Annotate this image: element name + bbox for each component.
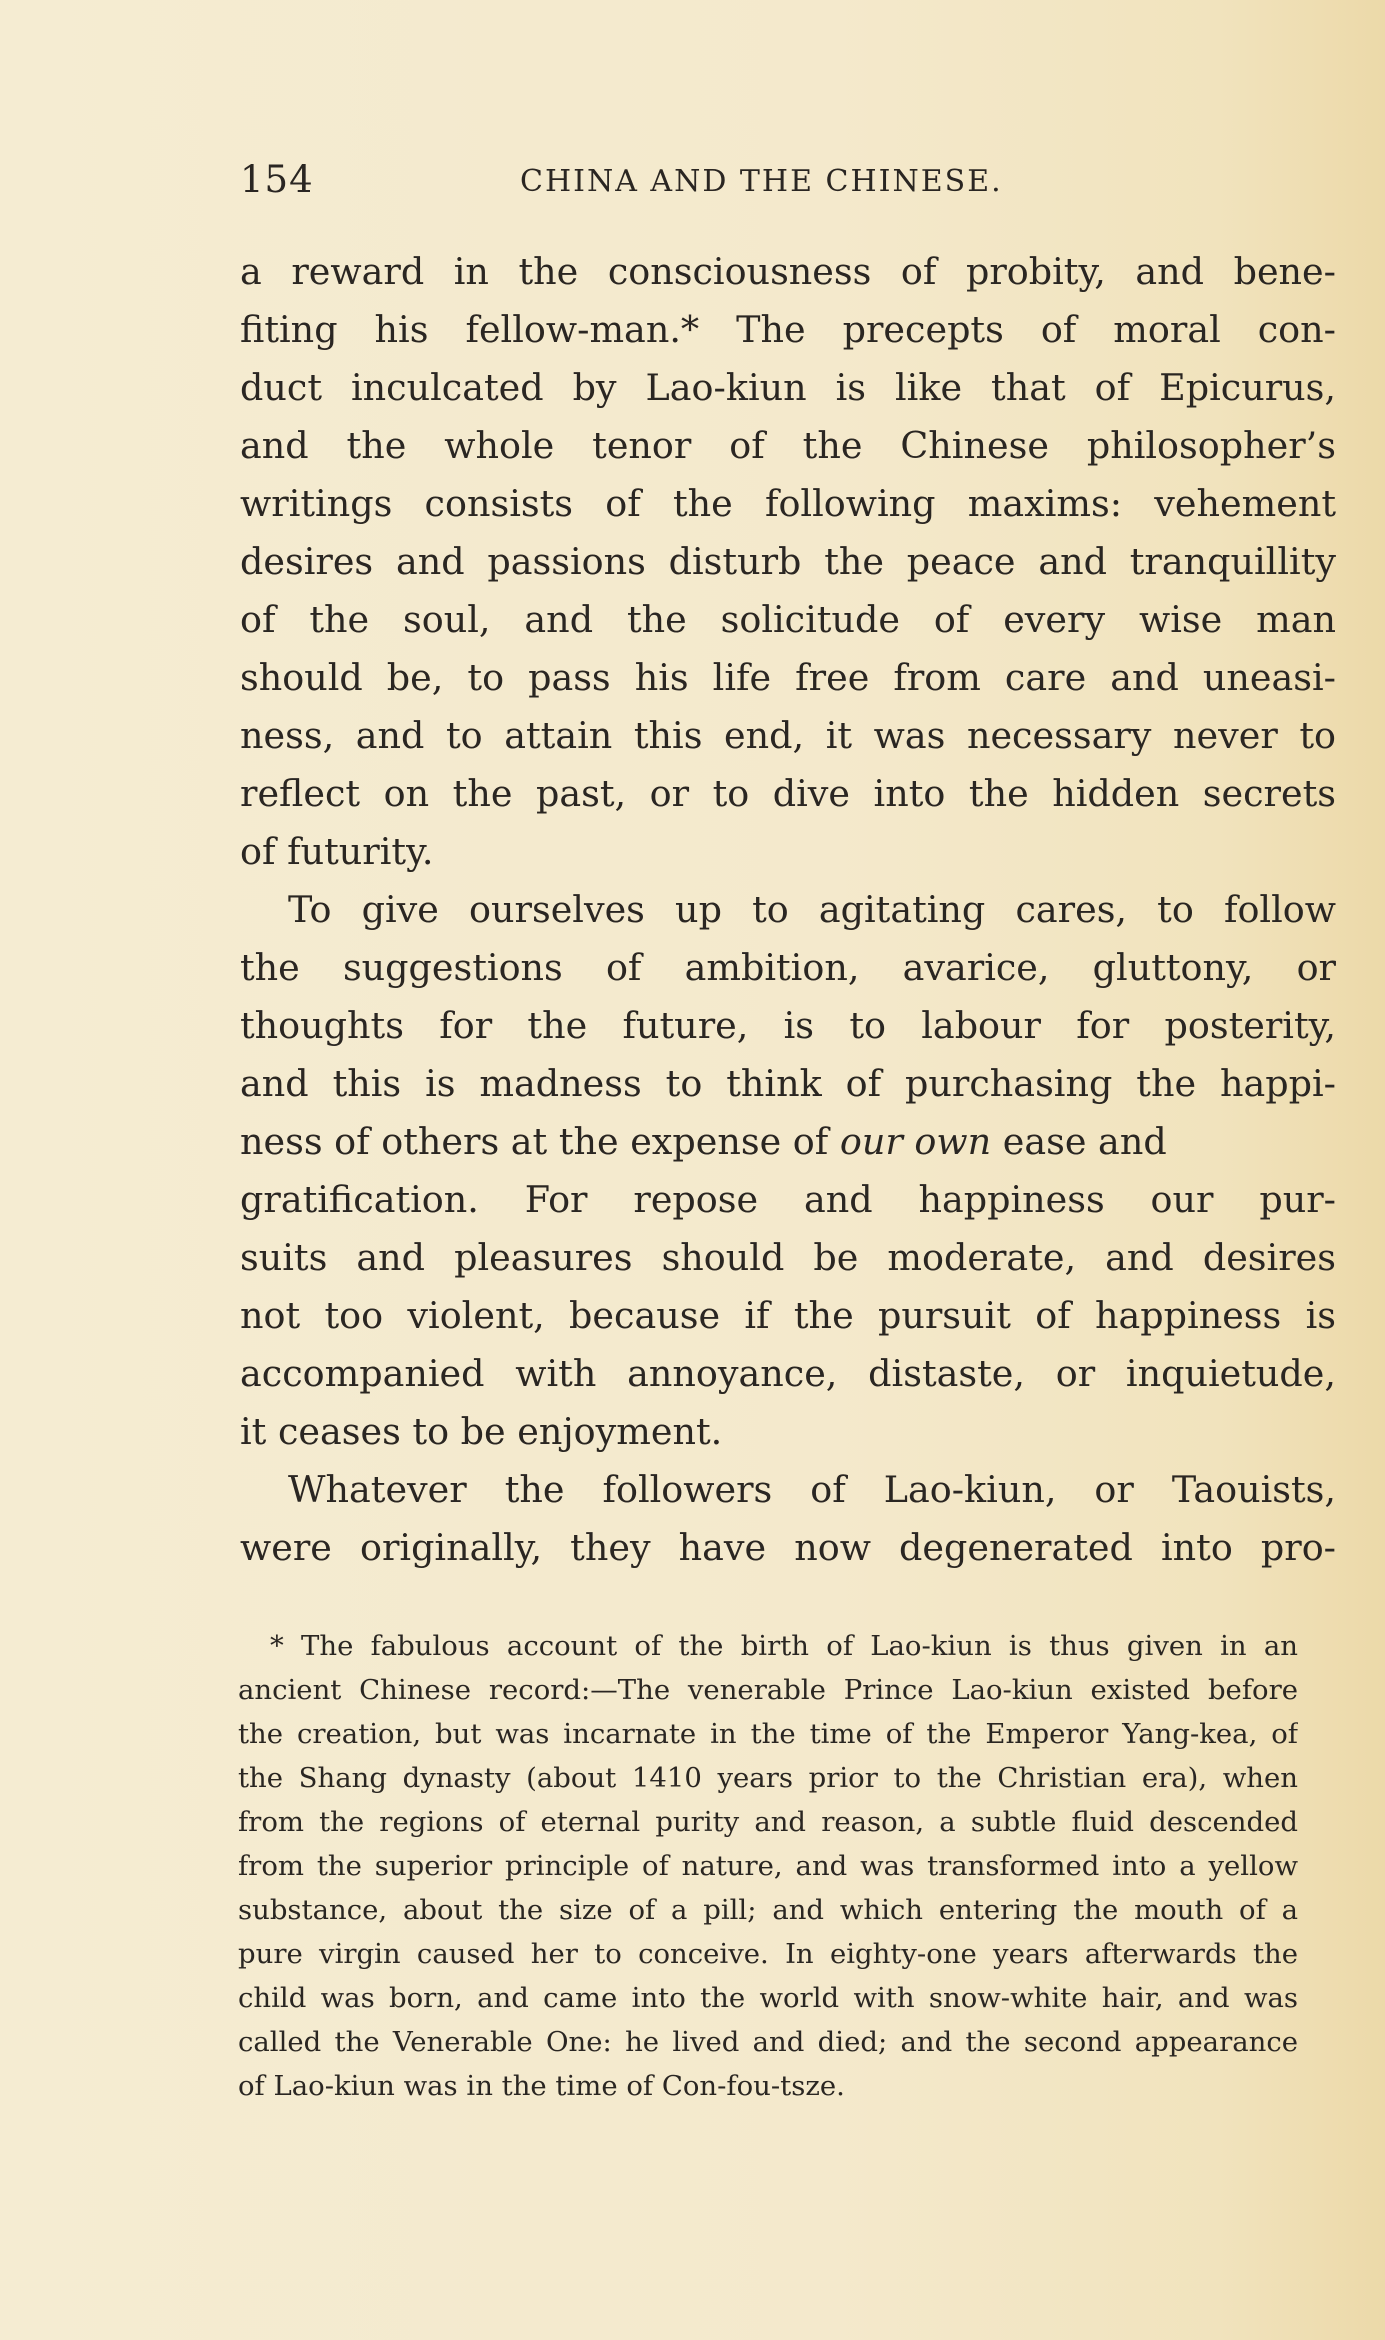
text-line: ness, and to attain this end, it was necessary never to xyxy=(240,714,1336,757)
text-line-with-italic xyxy=(240,1113,1336,1171)
text-segment: ness of others at the expense of xyxy=(240,1120,840,1163)
footnote-line: pure virgin caused her to conceive. In eighty-one years afterwards the xyxy=(238,1938,1298,1970)
page-number: 154 xyxy=(240,158,314,201)
text-line: it ceases to be enjoyment. xyxy=(240,1410,723,1453)
text-line: gratification. For repose and happiness our pur- xyxy=(240,1178,1336,1221)
footnote-line: called the Venerable One: he lived and died; and the second appearance xyxy=(238,2026,1298,2058)
footnote-line: * The fabulous account of the birth of Lao-kiun is thus given in an xyxy=(270,1630,1298,1662)
text-line: of futurity. xyxy=(240,830,434,873)
footnote xyxy=(238,1624,1298,2108)
text-line: suits and pleasures should be moderate, and desires xyxy=(240,1236,1336,1279)
text-line: reflect on the past, or to dive into the hidden secrets xyxy=(240,772,1336,815)
text-line: writings consists of the following maxims: vehement xyxy=(240,482,1336,525)
text-line: the suggestions of ambition, avarice, gluttony, or xyxy=(240,946,1336,989)
text-line: duct inculcated by Lao-kiun is like that of Epicurus, xyxy=(240,366,1336,409)
footnote-line: the creation, but was incarnate in the time of the Emperor Yang-kea, of xyxy=(238,1718,1298,1750)
text-line: of the soul, and the solicitude of every wise man xyxy=(240,598,1336,641)
text-line: and this is madness to think of purchasing the happi- xyxy=(240,1062,1336,1105)
footnote-line: of Lao-kiun was in the time of Con-fou-tsze. xyxy=(238,2070,845,2102)
paragraph-first-line: To give ourselves up to agitating cares, to follow xyxy=(288,888,1336,931)
text-line: and the whole tenor of the Chinese philosopher’s xyxy=(240,424,1336,467)
text-line: thoughts for the future, is to labour for posterity, xyxy=(240,1004,1336,1047)
footnote-line: substance, about the size of a pill; and which entering the mouth of a xyxy=(238,1894,1298,1926)
running-title: CHINA AND THE CHINESE. xyxy=(520,164,1003,199)
footnote-line: ancient Chinese record:—The venerable Prince Lao-kiun existed before xyxy=(238,1674,1298,1706)
text-line: were originally, they have now degenerated into pro- xyxy=(240,1526,1336,1569)
text-line: desires and passions disturb the peace and tranquillity xyxy=(240,540,1336,583)
text-segment: ease and xyxy=(991,1120,1167,1163)
footnote-line: child was born, and came into the world with snow-white hair, and was xyxy=(238,1982,1298,2014)
footnote-line: the Shang dynasty (about 1410 years prior to the Christian era), when xyxy=(238,1762,1298,1794)
page-header xyxy=(240,160,1080,200)
italic-emphasis: our own xyxy=(839,1120,992,1163)
footnote-line: from the regions of eternal purity and reason, a subtle fluid descended xyxy=(238,1806,1298,1838)
footnote-line: from the superior principle of nature, and was transformed into a yellow xyxy=(238,1850,1298,1882)
text-line: not too violent, because if the pursuit of happiness is xyxy=(240,1294,1336,1337)
text-line: should be, to pass his life free from care and uneasi- xyxy=(240,656,1336,699)
text-line: fiting his fellow-man.* The precepts of moral con- xyxy=(240,308,1336,351)
text-line: accompanied with annoyance, distaste, or inquietude, xyxy=(240,1352,1336,1395)
text-line: a reward in the consciousness of probity, and bene- xyxy=(240,250,1336,293)
paragraph-first-line: Whatever the followers of Lao-kiun, or Taouists, xyxy=(288,1468,1336,1511)
main-text xyxy=(240,243,1336,1577)
